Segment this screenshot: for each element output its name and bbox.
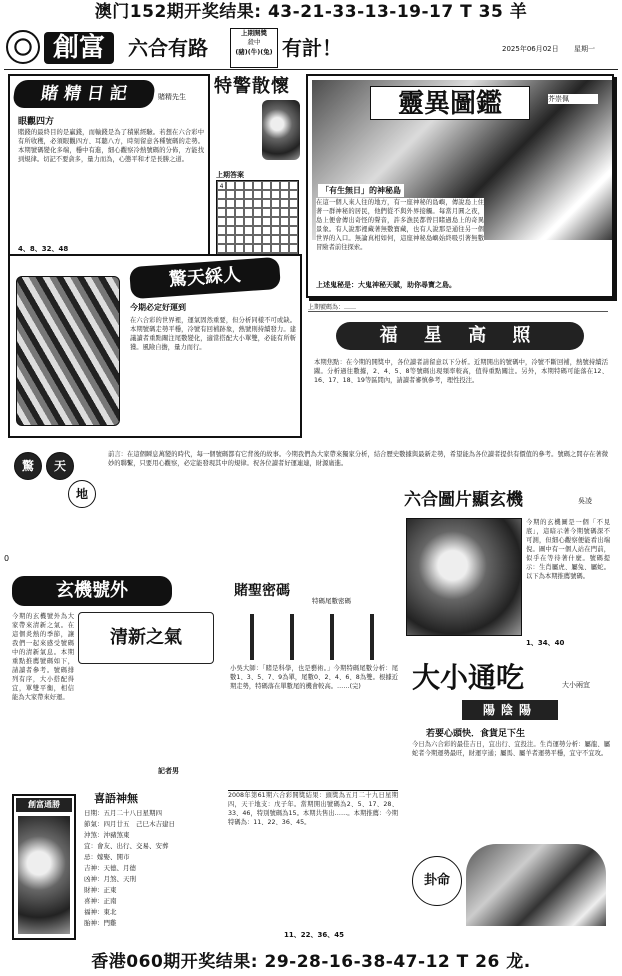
sudoku-cell	[244, 226, 253, 235]
poem-section	[214, 74, 302, 264]
masthead	[4, 28, 618, 70]
yinyang-label: 陽陰陽	[462, 700, 558, 720]
history-body: 2008年第61期六合彩開獎結果：頭獎為五月二十九日星期四，天干地支：戊子年。當期開出號碼為2、5、17、28、33、46，特別號碼為15。本期共售出……。本期推薦：今期特碼為：11、22、36、45。	[228, 790, 398, 926]
sudoku-cell	[262, 226, 271, 235]
sudoku-cell	[226, 190, 235, 199]
sudoku-cell	[217, 244, 226, 253]
puzzle-photo	[406, 518, 522, 636]
sudoku-cell	[289, 208, 298, 217]
sudoku-cell	[235, 235, 244, 244]
sudoku-cell	[271, 244, 280, 253]
issue-date: 2025年06月02日	[502, 45, 559, 53]
puzzle-title: 六合圖片顯玄機	[404, 488, 574, 512]
sudoku-cell	[244, 190, 253, 199]
sudoku-cell	[217, 217, 226, 226]
sudoku-cell	[280, 199, 289, 208]
sudoku-cell	[226, 217, 235, 226]
history-section	[224, 786, 402, 946]
sudoku-cell	[271, 181, 280, 190]
sudoku-cell	[244, 217, 253, 226]
alert-icon-3: 地	[68, 480, 96, 508]
big-luck-photo	[466, 844, 606, 926]
mystery-body-lower	[78, 670, 214, 732]
sudoku-cell	[235, 208, 244, 217]
spirit-title: 靈異圖鑑	[370, 86, 530, 120]
sudoku-cell	[271, 199, 280, 208]
sudoku-cell	[280, 208, 289, 217]
column-subtitle: 今期必定好運到	[130, 303, 186, 312]
alert-icon-1: 驚	[14, 452, 42, 480]
almanac-figure-box	[12, 794, 76, 940]
column-section	[8, 254, 302, 438]
diary-body: 賭錢的最終目的是贏錢，而輸錢是為了積累經驗。若想在六合彩中有所收穫，必須眼觀四方、耳聽八方，時刻留意各種號碼的走勢。本期號碼變化多端，穩中有進，細心觀察冷熱號碼的分佈，方能找到規律。切記不要貪多，量力而為，心態平和才是長勝之道。	[18, 129, 204, 163]
sudoku-cell	[271, 208, 280, 217]
almanac-row: 福神：東北	[84, 908, 117, 916]
sudoku-cell	[262, 235, 271, 244]
sudoku-cell	[244, 199, 253, 208]
issue-weekday: 星期一	[574, 45, 595, 53]
diary-headline: 眼觀四方	[18, 117, 55, 127]
big-luck-stamp: 卦命	[412, 856, 462, 906]
spirit-subtitle: 「有生無日」的神秘島	[318, 184, 404, 197]
sudoku-cell	[244, 208, 253, 217]
sudoku-cell	[262, 181, 271, 190]
sudoku-cell	[235, 190, 244, 199]
lucky-zodiac-box	[230, 28, 278, 68]
sudoku-cell	[253, 217, 262, 226]
sudoku-cell	[217, 226, 226, 235]
diary-numbers: 4、8、32、48	[18, 245, 69, 253]
sudoku-cell	[271, 226, 280, 235]
saint-title: 賭聖密碼	[234, 583, 290, 599]
mystery-author: 記者男	[158, 767, 179, 775]
sudoku-cell	[253, 235, 262, 244]
big-luck-section	[406, 660, 614, 930]
sudoku-cell	[217, 235, 226, 244]
spirit-body: 在這一個人來人往的地方，有一座神秘的島嶼，傳說島上住著一群神秘的居民，他們從不與外界接觸。每當月圓之夜，島上便會傳出奇怪的聲音，許多漁民都曾目睹過島上的奇異景象。有人說那裡藏著無數寶藏，也有人說那是通往另一個世界的入口。無論真相如何，這座神秘島嶼始終吸引著無數冒險者前往探索。	[316, 198, 484, 274]
alert-icons	[8, 452, 104, 522]
gambling-diary-section	[8, 74, 210, 262]
sudoku-cell	[253, 226, 262, 235]
sudoku-cell	[289, 190, 298, 199]
sudoku-cell	[253, 181, 262, 190]
saint-body: 小吳大師：「賭是科學，也是藝術。」今期特碼尾數分析：尾數1、3、5、7、9為單，尾數0、2、4、6、8為雙。根據近期走勢，特碼落在單數尾的機會較高。……(完)	[230, 665, 398, 690]
sudoku-cell	[253, 199, 262, 208]
almanac-row: 喜神：正南	[84, 897, 117, 905]
puzzle-body: 今期的玄機圖是一個「不見底」，這暗示著今期號碼深不可測，但細心觀察便能看出端倪。圖中有一個人站在門前，似乎在等待著什麼。號碼提示：生肖屬虎、屬兔、屬蛇。以下為本期推薦號碼。	[526, 519, 610, 580]
sudoku-cell	[226, 208, 235, 217]
sudoku-grid	[216, 180, 299, 263]
alert-icon-2: 天	[46, 452, 74, 480]
spirit-byline: 芥崇佩	[548, 94, 598, 104]
mystery-title: 玄機號外	[12, 576, 172, 606]
sudoku-cell	[280, 190, 289, 199]
almanac-row: 節氣：四月廿五 己巳木吉建日	[84, 820, 175, 828]
sudoku-label: 上期答案	[216, 171, 244, 179]
sudoku-cell	[253, 208, 262, 217]
almanac-row: 忌：嫁娶、開市	[84, 853, 130, 861]
fortune-strip-body: 本期焦點：在今期的開獎中，各位讀者請留意以下分析。近期開出的號碼中，冷號不斷回補，熱號持續活躍。分析過往數據，2、4、5、8等號碼出現頻率較高，值得重點關注。另外，本期特碼可能落在12、16、17、18、19等區間內，請讀者審慎參考，理性投注。	[314, 359, 608, 384]
history-numbers: 11、22、36、45	[284, 931, 344, 939]
sudoku-cell	[280, 217, 289, 226]
puzzle-byline: 吳凌	[578, 497, 592, 505]
slogan-left: 六合有路	[128, 36, 208, 60]
mystery-section	[8, 576, 220, 786]
alert-body: 前言：在這個瞬息萬變的時代，每一個號碼都有它背後的故事。今期我們為大家帶來獨家分析，結合歷史數據與最新走勢，希望能為各位讀者提供有價值的參考。號碼之間存在著微妙的聯繫，只要用心觀察，必定能發現其中的規律。祝各位讀者好運連連，財源廣進。	[108, 451, 608, 467]
almanac-row: 吉神：天德、月德	[84, 864, 136, 872]
puzzle-numbers: 1、34、40	[526, 639, 565, 647]
column-body: 在六合彩的世界裡，運氣固然重要，但分析同樣不可或缺。本期號碼走勢平穩，冷號有回補跡象，熱號則持續發力。建議讀者重點關注尾數變化，適當搭配大小單雙，必能有所斬獲。風險自擔，量力而行。	[130, 317, 296, 351]
sudoku-cell: 4	[217, 181, 226, 190]
sudoku-cell	[262, 199, 271, 208]
sudoku-cell	[235, 181, 244, 190]
almanac-row: 沖煞：沖豬煞東	[84, 831, 130, 839]
poem-illustration	[262, 100, 300, 160]
spirit-question: 上述鬼秘是：大鬼神秘天賦，助你尋寶之島。	[316, 281, 456, 289]
almanac-row: 胎神：門雞	[84, 919, 117, 927]
sudoku-cell	[226, 244, 235, 253]
saint-clipart	[232, 614, 392, 660]
big-luck-title: 大小通吃	[412, 661, 525, 694]
bottom-lottery-banner: 香港060期开奖结果: 29-28-16-38-47-12 T 26 龙.	[91, 952, 531, 972]
sudoku-cell	[289, 199, 298, 208]
sudoku-cell	[226, 181, 235, 190]
sudoku-cell	[289, 244, 298, 253]
mystery-body: 今期的玄機號外為大家帶來清新之氣。在這個炎熱的季節，讓我們一起來感受號碼中的清新氣息。本期重點推薦號碼如下，請讀者參考。號碼排列有序，大小搭配得宜，單雙平衡，相信能為大家帶來好運。	[12, 613, 74, 701]
sudoku-cell	[280, 244, 289, 253]
sudoku-cell	[235, 199, 244, 208]
sudoku-cell	[226, 199, 235, 208]
sudoku-cell	[289, 235, 298, 244]
picture-puzzle-section	[400, 488, 614, 656]
almanac-rows	[84, 808, 218, 940]
gamble-saint-section	[224, 580, 402, 770]
sudoku-cell	[244, 244, 253, 253]
spirit-section	[306, 74, 614, 298]
sudoku-cell	[280, 226, 289, 235]
sudoku-cell	[235, 217, 244, 226]
brand-name: 創富	[44, 32, 114, 64]
sudoku-cell	[253, 190, 262, 199]
sudoku-cell	[280, 235, 289, 244]
big-luck-headline: 若要心頭快．食貨足下生	[426, 729, 526, 739]
spirit-footer: 上期號碼為：……	[308, 302, 608, 312]
mystery-subtitle: 清新之氣	[110, 627, 182, 648]
almanac-subtitle: 創富通勝	[16, 798, 72, 812]
almanac-row: 宜：會友、出行、交易、安葬	[84, 842, 169, 850]
almanac-title: 喜語神無	[94, 792, 138, 805]
hit-zodiacs: (豬)(牛)(兔)	[235, 48, 273, 56]
slogan-right: 有計！	[282, 36, 342, 60]
column-photo	[16, 276, 120, 426]
sudoku-cell	[235, 226, 244, 235]
big-luck-body: 今日為六合彩的最佳吉日，宜出行、宜投注。生肖運勢分析：屬龍、屬蛇者今期運勢最旺，財運亨通；屬馬、屬羊者運勢平穩，宜守不宜攻。	[412, 741, 610, 757]
sudoku-cell	[217, 199, 226, 208]
almanac-row: 凶神：月煞、天刑	[84, 875, 136, 883]
fortune-strip-title: 福 星 高 照	[336, 322, 584, 350]
sudoku-cell	[271, 235, 280, 244]
saint-byline: 特碼尾數密碼	[312, 597, 351, 605]
sudoku-cell	[226, 226, 235, 235]
almanac-figure	[18, 816, 70, 934]
poem-title: 特警散懷	[214, 76, 290, 97]
sudoku-cell	[244, 235, 253, 244]
hit-label: 殺中	[247, 38, 261, 46]
sudoku-cell	[262, 208, 271, 217]
sudoku-cell	[217, 190, 226, 199]
sudoku-cell	[262, 244, 271, 253]
diary-title: 賭 精 日 記	[12, 80, 156, 108]
big-luck-subtitle: 大小兩宜	[562, 681, 590, 689]
sudoku-cell	[244, 181, 253, 190]
almanac-row: 日期：五月二十八日星期四	[84, 809, 162, 817]
sudoku-cell	[289, 226, 298, 235]
almanac-section	[8, 790, 220, 942]
fortune-strip-section	[306, 316, 614, 444]
column-title: 驚天綵人	[129, 257, 281, 299]
last-draw-label: 上期開獎	[241, 29, 267, 37]
sudoku-cell	[262, 217, 271, 226]
section-marker: 0	[4, 554, 10, 563]
mystery-subtitle-box	[78, 612, 214, 664]
sudoku-cell	[271, 190, 280, 199]
almanac-row: 財神：正東	[84, 886, 117, 894]
sudoku-cell	[280, 181, 289, 190]
sudoku-cell	[289, 181, 298, 190]
sudoku-cell	[253, 244, 262, 253]
sudoku-cell	[226, 235, 235, 244]
sudoku-cell	[271, 217, 280, 226]
sudoku-cell	[289, 217, 298, 226]
sudoku-cell	[262, 190, 271, 199]
sudoku-cell	[235, 244, 244, 253]
diary-author: 賭精先生	[158, 93, 186, 101]
sudoku-cell	[217, 208, 226, 217]
top-lottery-banner: 澳门152期开奖结果: 43-21-33-13-19-17 T 35 羊	[94, 2, 528, 22]
brand-logo-icon	[6, 30, 40, 64]
